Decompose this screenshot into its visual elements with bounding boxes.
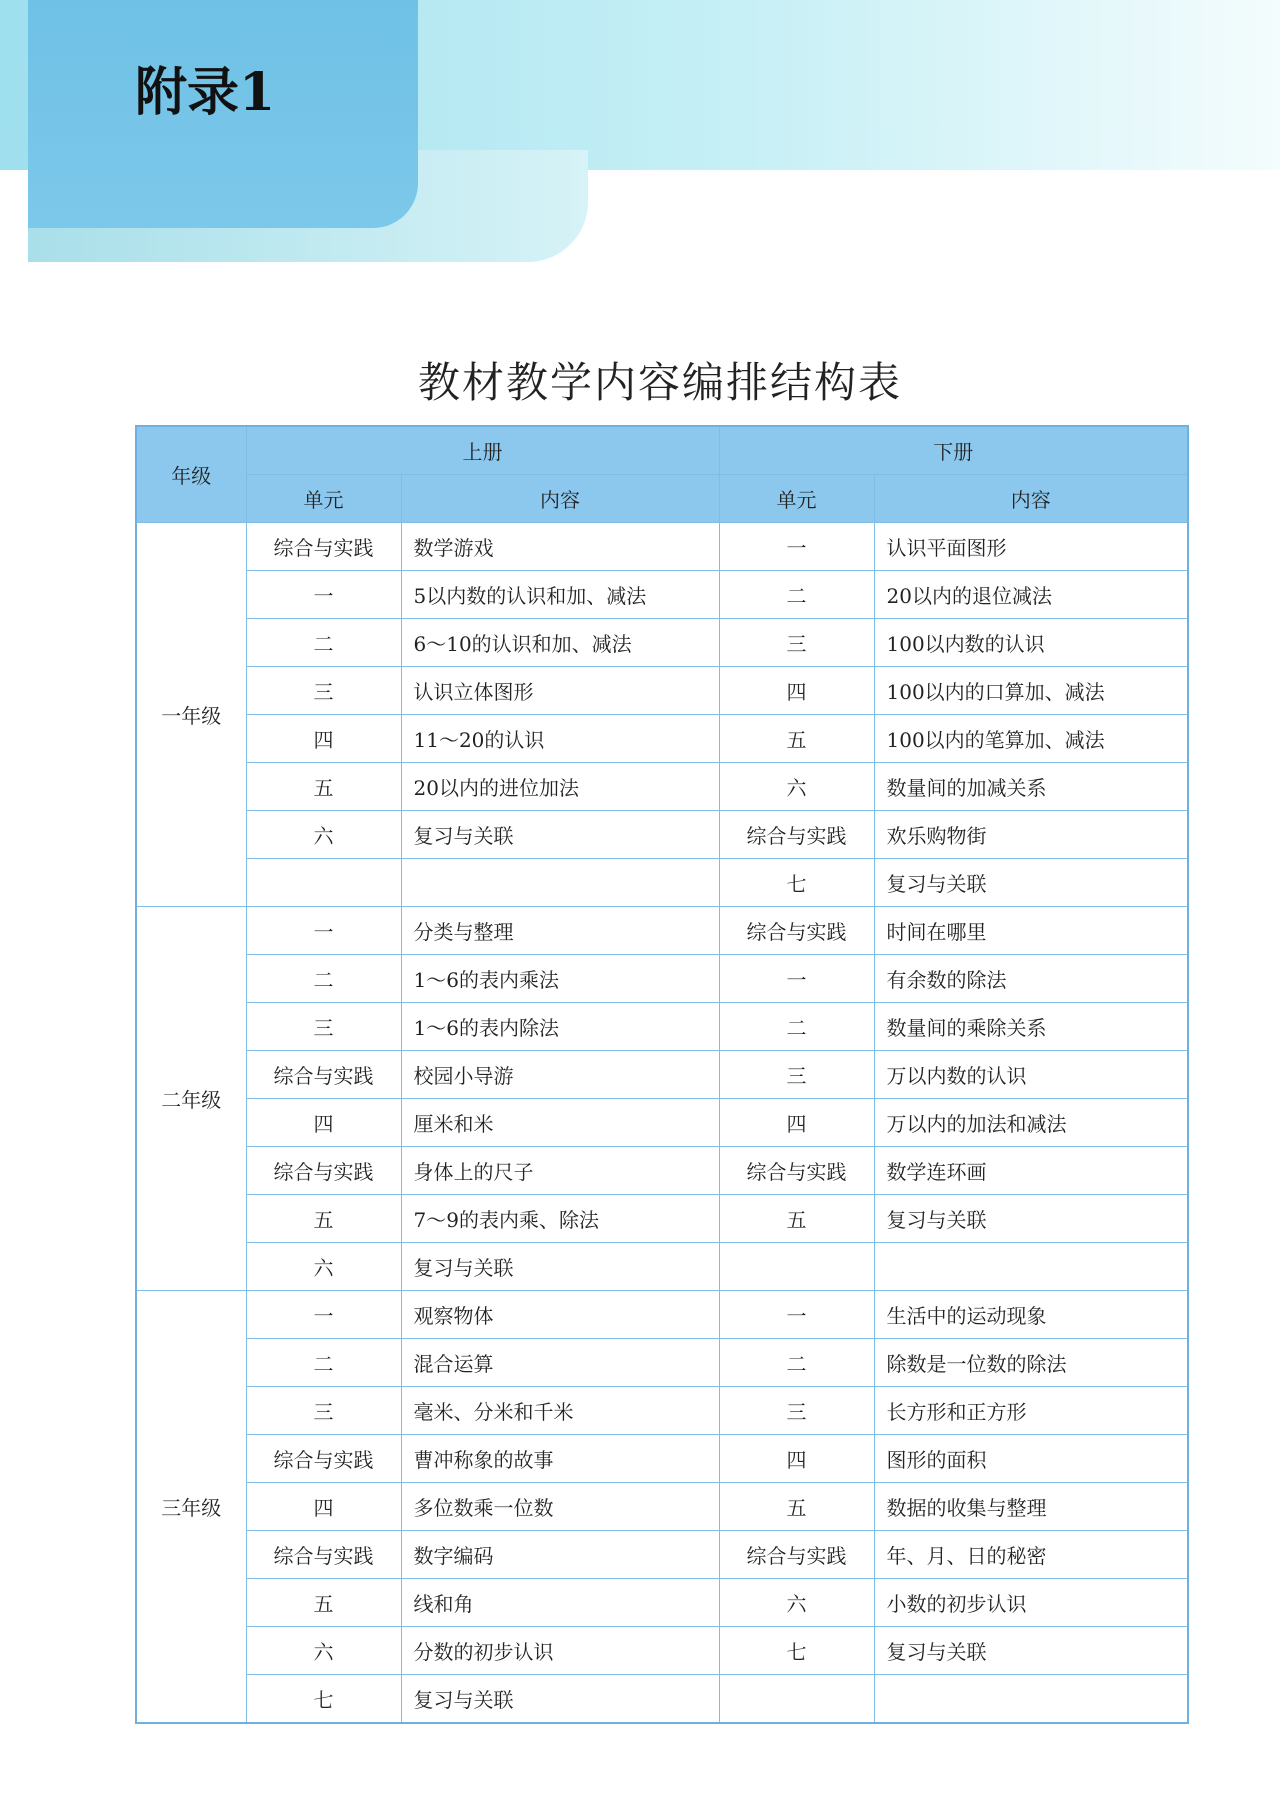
table-row	[136, 1675, 1188, 1724]
table-row	[136, 1195, 1188, 1243]
vol1-unit-cell: 一	[246, 907, 401, 955]
vol2-unit-cell: 一	[719, 1291, 874, 1339]
header-vol1-unit: 单元	[246, 475, 401, 523]
vol2-unit-cell	[719, 1675, 874, 1724]
vol2-content-cell: 100以内的笔算加、减法	[874, 715, 1188, 763]
vol2-unit-cell	[719, 1243, 874, 1291]
table-row	[136, 1243, 1188, 1291]
vol1-content-cell: 多位数乘一位数	[401, 1483, 719, 1531]
vol1-content-cell: 1～6的表内乘法	[401, 955, 719, 1003]
vol2-content-cell: 万以内数的认识	[874, 1051, 1188, 1099]
vol1-content-cell: 身体上的尺子	[401, 1147, 719, 1195]
vol2-unit-cell: 综合与实践	[719, 907, 874, 955]
vol2-content-cell: 除数是一位数的除法	[874, 1339, 1188, 1387]
vol1-unit-cell: 综合与实践	[246, 523, 401, 571]
table-row	[136, 1579, 1188, 1627]
vol2-content-cell: 小数的初步认识	[874, 1579, 1188, 1627]
vol1-content-cell: 数学游戏	[401, 523, 719, 571]
table-row	[136, 1483, 1188, 1531]
vol1-content-cell: 复习与关联	[401, 1243, 719, 1291]
grade-cell: 一年级	[136, 523, 246, 907]
vol2-unit-cell: 二	[719, 1003, 874, 1051]
header-vol1: 上册	[246, 426, 719, 475]
vol1-content-cell	[401, 859, 719, 907]
vol1-unit-cell: 二	[246, 955, 401, 1003]
table-row	[136, 763, 1188, 811]
vol1-unit-cell: 六	[246, 1627, 401, 1675]
vol2-content-cell: 图形的面积	[874, 1435, 1188, 1483]
vol2-unit-cell: 三	[719, 619, 874, 667]
vol1-unit-cell: 综合与实践	[246, 1147, 401, 1195]
vol1-unit-cell: 二	[246, 1339, 401, 1387]
vol2-content-cell: 长方形和正方形	[874, 1387, 1188, 1435]
vol2-unit-cell: 六	[719, 1579, 874, 1627]
vol2-unit-cell: 综合与实践	[719, 811, 874, 859]
header-vol2-content: 内容	[874, 475, 1188, 523]
vol1-content-cell: 20以内的进位加法	[401, 763, 719, 811]
vol2-unit-cell: 五	[719, 1483, 874, 1531]
table-row	[136, 1051, 1188, 1099]
vol1-unit-cell: 一	[246, 1291, 401, 1339]
vol1-unit-cell: 七	[246, 1675, 401, 1724]
header-grade: 年级	[136, 426, 246, 523]
vol1-content-cell: 认识立体图形	[401, 667, 719, 715]
vol1-unit-cell: 三	[246, 1003, 401, 1051]
table-row	[136, 859, 1188, 907]
vol1-unit-cell: 三	[246, 1387, 401, 1435]
vol1-content-cell: 11～20的认识	[401, 715, 719, 763]
table-row	[136, 811, 1188, 859]
vol1-content-cell: 5以内数的认识和加、减法	[401, 571, 719, 619]
vol1-content-cell: 复习与关联	[401, 811, 719, 859]
vol2-content-cell: 数量间的乘除关系	[874, 1003, 1188, 1051]
vol1-content-cell: 毫米、分米和千米	[401, 1387, 719, 1435]
vol1-content-cell: 分数的初步认识	[401, 1627, 719, 1675]
vol2-unit-cell: 五	[719, 1195, 874, 1243]
table-row	[136, 1339, 1188, 1387]
vol2-unit-cell: 综合与实践	[719, 1147, 874, 1195]
vol2-content-cell: 年、月、日的秘密	[874, 1531, 1188, 1579]
table-row	[136, 1387, 1188, 1435]
appendix-title: 附录1	[135, 62, 276, 123]
vol2-content-cell: 欢乐购物街	[874, 811, 1188, 859]
vol2-content-cell: 复习与关联	[874, 859, 1188, 907]
vol2-content-cell	[874, 1675, 1188, 1724]
vol1-content-cell: 分类与整理	[401, 907, 719, 955]
vol2-unit-cell: 一	[719, 955, 874, 1003]
vol1-unit-cell: 四	[246, 1483, 401, 1531]
grade-cell: 二年级	[136, 907, 246, 1291]
vol1-unit-cell: 二	[246, 619, 401, 667]
vol2-content-cell: 20以内的退位减法	[874, 571, 1188, 619]
vol2-content-cell: 数据的收集与整理	[874, 1483, 1188, 1531]
table-row	[136, 1147, 1188, 1195]
vol2-unit-cell: 三	[719, 1387, 874, 1435]
table-row	[136, 619, 1188, 667]
vol1-content-cell: 6～10的认识和加、减法	[401, 619, 719, 667]
vol1-unit-cell: 五	[246, 1195, 401, 1243]
vol2-unit-cell: 七	[719, 1627, 874, 1675]
vol1-unit-cell: 三	[246, 667, 401, 715]
header-vol2: 下册	[719, 426, 1188, 475]
table-row	[136, 1435, 1188, 1483]
vol2-content-cell: 时间在哪里	[874, 907, 1188, 955]
vol1-unit-cell: 综合与实践	[246, 1435, 401, 1483]
vol2-content-cell: 100以内数的认识	[874, 619, 1188, 667]
vol1-unit-cell: 综合与实践	[246, 1051, 401, 1099]
vol2-content-cell: 数学连环画	[874, 1147, 1188, 1195]
vol2-unit-cell: 一	[719, 523, 874, 571]
table-row	[136, 1003, 1188, 1051]
vol2-unit-cell: 四	[719, 1435, 874, 1483]
header-vol2-unit: 单元	[719, 475, 874, 523]
vol1-content-cell: 复习与关联	[401, 1675, 719, 1724]
vol1-unit-cell: 四	[246, 715, 401, 763]
vol2-content-cell: 100以内的口算加、减法	[874, 667, 1188, 715]
table-title: 教材教学内容编排结构表	[417, 358, 902, 407]
vol2-unit-cell: 二	[719, 1339, 874, 1387]
vol2-unit-cell: 四	[719, 1099, 874, 1147]
vol2-unit-cell: 六	[719, 763, 874, 811]
vol1-content-cell: 线和角	[401, 1579, 719, 1627]
vol1-content-cell: 观察物体	[401, 1291, 719, 1339]
table-row	[136, 907, 1188, 955]
table-row	[136, 523, 1188, 571]
vol1-content-cell: 7～9的表内乘、除法	[401, 1195, 719, 1243]
vol1-unit-cell: 六	[246, 1243, 401, 1291]
table-row	[136, 1291, 1188, 1339]
vol1-content-cell: 混合运算	[401, 1339, 719, 1387]
table-row	[136, 571, 1188, 619]
vol2-unit-cell: 七	[719, 859, 874, 907]
vol1-content-cell: 曹冲称象的故事	[401, 1435, 719, 1483]
table-row	[136, 715, 1188, 763]
vol2-content-cell: 万以内的加法和减法	[874, 1099, 1188, 1147]
vol1-unit-cell: 一	[246, 571, 401, 619]
header-vol1-content: 内容	[401, 475, 719, 523]
table-row	[136, 955, 1188, 1003]
vol1-content-cell: 数字编码	[401, 1531, 719, 1579]
table-row	[136, 1099, 1188, 1147]
vol2-content-cell	[874, 1243, 1188, 1291]
table-row	[136, 1531, 1188, 1579]
vol2-unit-cell: 四	[719, 667, 874, 715]
vol1-unit-cell: 综合与实践	[246, 1531, 401, 1579]
grade-cell: 三年级	[136, 1291, 246, 1724]
vol2-content-cell: 复习与关联	[874, 1627, 1188, 1675]
table-row	[136, 667, 1188, 715]
vol1-unit-cell: 五	[246, 1579, 401, 1627]
vol1-content-cell: 校园小导游	[401, 1051, 719, 1099]
vol1-content-cell: 厘米和米	[401, 1099, 719, 1147]
vol2-content-cell: 复习与关联	[874, 1195, 1188, 1243]
vol2-content-cell: 数量间的加减关系	[874, 763, 1188, 811]
vol1-content-cell: 1～6的表内除法	[401, 1003, 719, 1051]
vol2-content-cell: 生活中的运动现象	[874, 1291, 1188, 1339]
vol1-unit-cell: 五	[246, 763, 401, 811]
vol1-unit-cell	[246, 859, 401, 907]
vol2-unit-cell: 二	[719, 571, 874, 619]
curriculum-table	[135, 425, 1189, 1724]
vol2-unit-cell: 综合与实践	[719, 1531, 874, 1579]
vol2-content-cell: 认识平面图形	[874, 523, 1188, 571]
table-row	[136, 1627, 1188, 1675]
vol2-content-cell: 有余数的除法	[874, 955, 1188, 1003]
vol1-unit-cell: 六	[246, 811, 401, 859]
vol2-unit-cell: 三	[719, 1051, 874, 1099]
vol2-unit-cell: 五	[719, 715, 874, 763]
vol1-unit-cell: 四	[246, 1099, 401, 1147]
